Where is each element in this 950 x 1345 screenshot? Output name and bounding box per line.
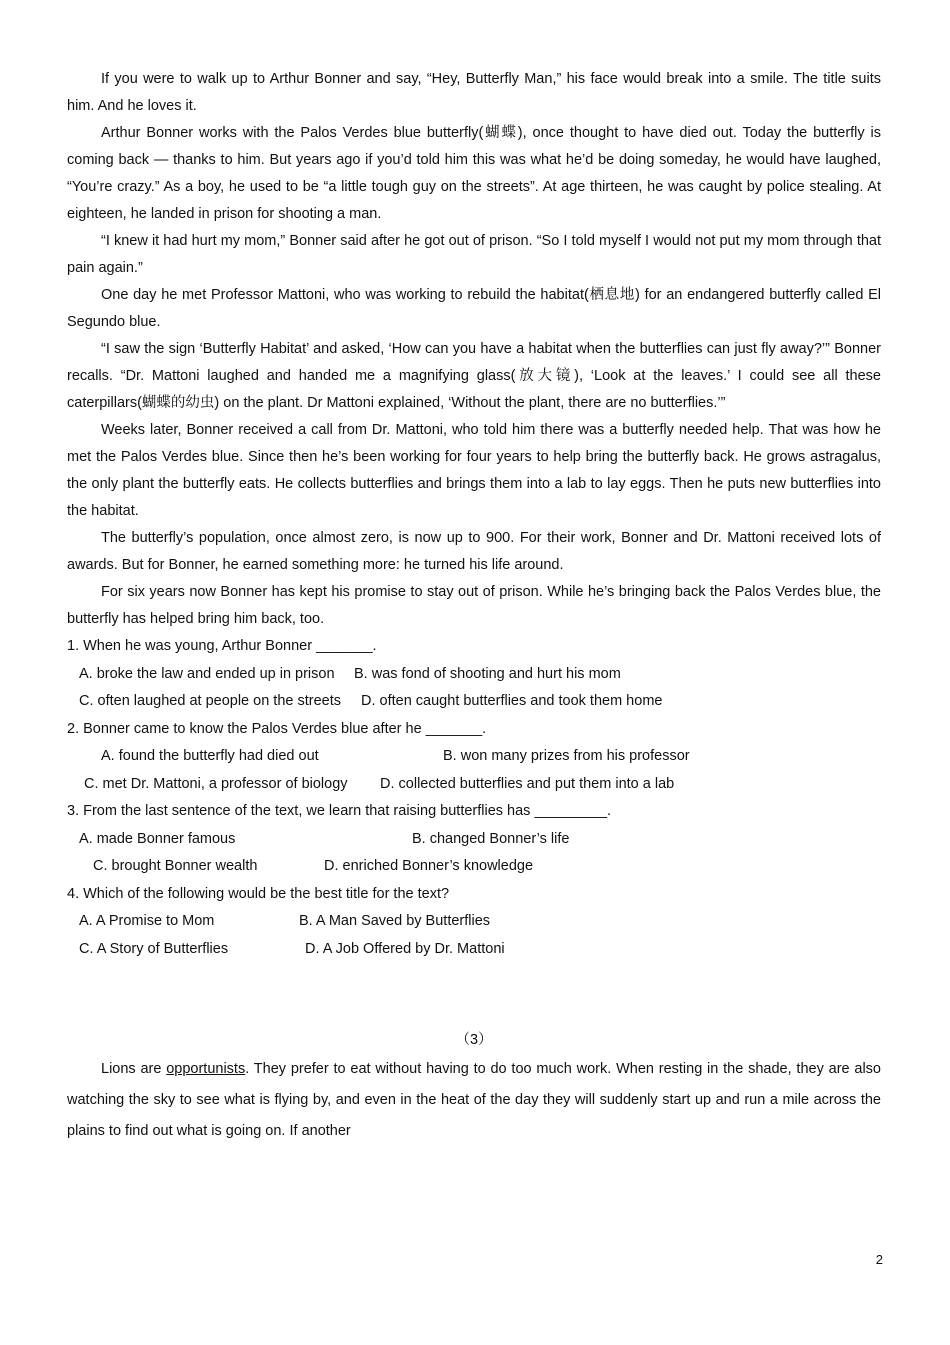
option-row — [67, 826, 881, 854]
paragraph — [67, 1054, 881, 1147]
paragraph: One day he met Professor Mattoni, who was working to rebuild the habitat(栖息地) for an endangered butterfly called El Segundo blue. — [67, 287, 881, 330]
option-d: D. collected butterflies and put them into a lab — [380, 775, 675, 792]
text-before: Lions are — [101, 1061, 167, 1077]
option-c: C. often laughed at people on the streets — [79, 693, 341, 709]
option-c: C. brought Bonner wealth — [93, 858, 258, 874]
question-stem: 1. When he was young, Arthur Bonner _______. — [67, 638, 377, 654]
option-a: A. broke the law and ended up in prison — [79, 665, 335, 682]
option-b: B. A Man Saved by Butterflies — [299, 913, 491, 929]
section-label: （3） — [455, 1032, 493, 1048]
questions — [67, 633, 881, 963]
option-a: A. found the butterfly had died out — [101, 748, 319, 764]
option-row — [67, 908, 881, 936]
question-stem: 2. Bonner came to know the Palos Verdes blue after he _______. — [67, 720, 487, 737]
option-row — [67, 936, 881, 964]
underlined-word: opportunists — [166, 1061, 246, 1077]
option-row — [67, 743, 881, 771]
option-row — [67, 661, 881, 689]
option-b: B. was fond of shooting and hurt his mom — [354, 665, 621, 682]
paragraph: If you were to walk up to Arthur Bonner and say, “Hey, Butterfly Man,” his face would break into a smile. The title suits him. And he loves it. — [67, 71, 881, 114]
option-d: D. often caught butterflies and took them home — [361, 693, 663, 709]
option-row — [67, 853, 881, 881]
option-d: D. enriched Bonner’s knowledge — [324, 858, 534, 874]
option-a: A. A Promise to Mom — [79, 913, 215, 929]
paragraph: The butterfly’s population, once almost zero, is now up to 900. For their work, Bonner and Dr. Mattoni received lots of awards. But for Bonner, he earned something more: he turned his life around. — [67, 530, 881, 573]
option-c: C. met Dr. Mattoni, a professor of biology — [84, 775, 348, 792]
option-row — [67, 688, 881, 716]
option-b: B. changed Bonner’s life — [412, 830, 570, 847]
option-c: C. A Story of Butterflies — [79, 940, 229, 957]
option-a: A. made Bonner famous — [79, 830, 236, 847]
paragraph: “I knew it had hurt my mom,” Bonner said after he got out of prison. “So I told myself I would not put my mom through that pain again.” — [67, 233, 881, 276]
question-stem: 4. Which of the following would be the best title for the text? — [67, 885, 450, 902]
page-number: 2 — [875, 1252, 883, 1267]
paragraph: Arthur Bonner works with the Palos Verdes blue butterfly(蝴蝶), once thought to have died out. Today the butterfly is coming back — thanks to him. But years ago if you’d told him this was what he’d be doing someday, he would have laughed, “You’re crazy.” As a boy, he used to be “a little tough guy on the streets”. At age thirteen, he was caught by police stealing. At eighteen, he landed in prison for shooting a man. — [67, 125, 881, 222]
option-row — [67, 771, 881, 799]
paragraph: For six years now Bonner has kept his promise to stay out of prison. While he’s bringing back the Palos Verdes blue, the butterfly has helped bring him back, too. — [67, 584, 881, 627]
question-stem: 3. From the last sentence of the text, we learn that raising butterflies has _________. — [67, 803, 612, 819]
paragraph: Weeks later, Bonner received a call from Dr. Mattoni, who told him there was a butterfly needed help. That was how he met the Palos Verdes blue. Since then he’s been working for four years to help bring the butterfly back. He grows astragalus, the only plant the butterfly eats. He collects butterflies and brings them into a lab to lay eggs. Then he puts new butterflies into the habitat. — [67, 422, 881, 519]
text-after: . They prefer to eat without having to do too much work. When resting in the shade, they are also watching the sky to see what is flying by, and even in the heat of the day they will suddenly start up and run a mile across the plains to find out what is going on. If another — [67, 1061, 881, 1139]
passage-2 — [67, 66, 881, 633]
option-b: B. won many prizes from his professor — [443, 748, 690, 764]
document-page — [67, 66, 881, 1147]
paragraph: “I saw the sign ‘Butterfly Habitat’ and asked, ‘How can you have a habitat when the butterflies can just fly away?’” Bonner recalls. “Dr. Mattoni laughed and handed me a magnifying glass(放大镜), ‘Look at the leaves.’ I could see all these caterpillars(蝴蝶的幼虫) on the plant. Dr Mattoni explained, ‘Without the plant, there are no butterflies.’” — [67, 341, 881, 411]
option-d: D. A Job Offered by Dr. Mattoni — [305, 940, 505, 957]
